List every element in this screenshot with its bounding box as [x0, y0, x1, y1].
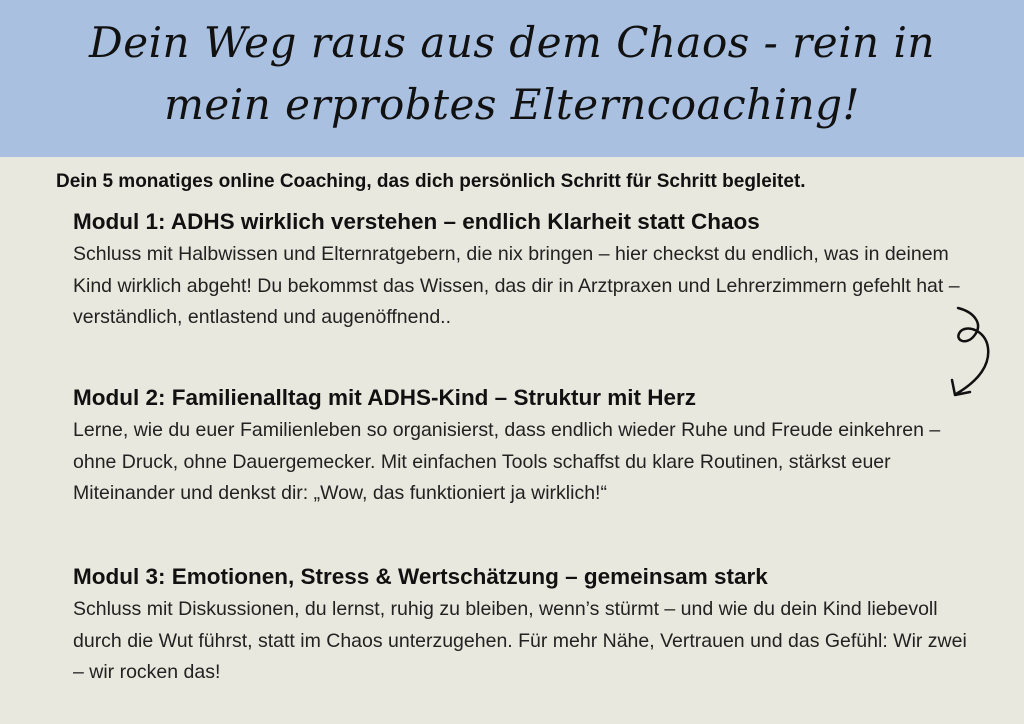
module-2-text: Lerne, wie du euer Familienleben so organisierst, dass endlich wieder Ruhe und Freude einkehren – ohne Druck, ohne Dauergemecker. Mit einfachen Tools schaffst du klare Routinen, stärkst euer Miteinander und denkst dir: „Wow, das funktioniert ja wirklich!“	[73, 419, 941, 504]
module-3-text: Schluss mit Diskussionen, du lernst, ruhig zu bleiben, wenn’s stürmt – und wie du dein Kind liebevoll durch die Wut führst, statt im Chaos unterzugehen. Für mehr Nähe, Vertrauen und das Gefühl: Wir zwei – wir rocken das!	[73, 598, 967, 683]
module-2	[73, 383, 983, 510]
module-1-text: Schluss mit Halbwissen und Elternratgebern, die nix bringen – hier checkst du endlich, was in deinem Kind wirklich abgeht! Du bekommst das Wissen, das dir in Arztpraxen und Lehrerzimmern gefehlt hat – verständlich, entlastend und augenöffnend..	[73, 243, 960, 328]
module-2-title: Modul 2: Familienalltag mit ADHS-Kind – Struktur mit Herz	[73, 385, 696, 410]
module-3-title: Modul 3: Emotionen, Stress & Wertschätzung – gemeinsam stark	[73, 564, 768, 589]
module-3	[73, 562, 983, 689]
curly-arrow-icon	[944, 302, 1004, 402]
page-title: Dein Weg raus aus dem Chaos - rein in mein erprobtes Elterncoaching!	[89, 18, 935, 129]
module-1	[73, 207, 983, 334]
header-banner	[0, 0, 1024, 157]
module-1-title: Modul 1: ADHS wirklich verstehen – endlich Klarheit statt Chaos	[73, 209, 760, 234]
page-subtitle: Dein 5 monatiges online Coaching, das dich persönlich Schritt für Schritt begleitet.	[56, 171, 806, 192]
